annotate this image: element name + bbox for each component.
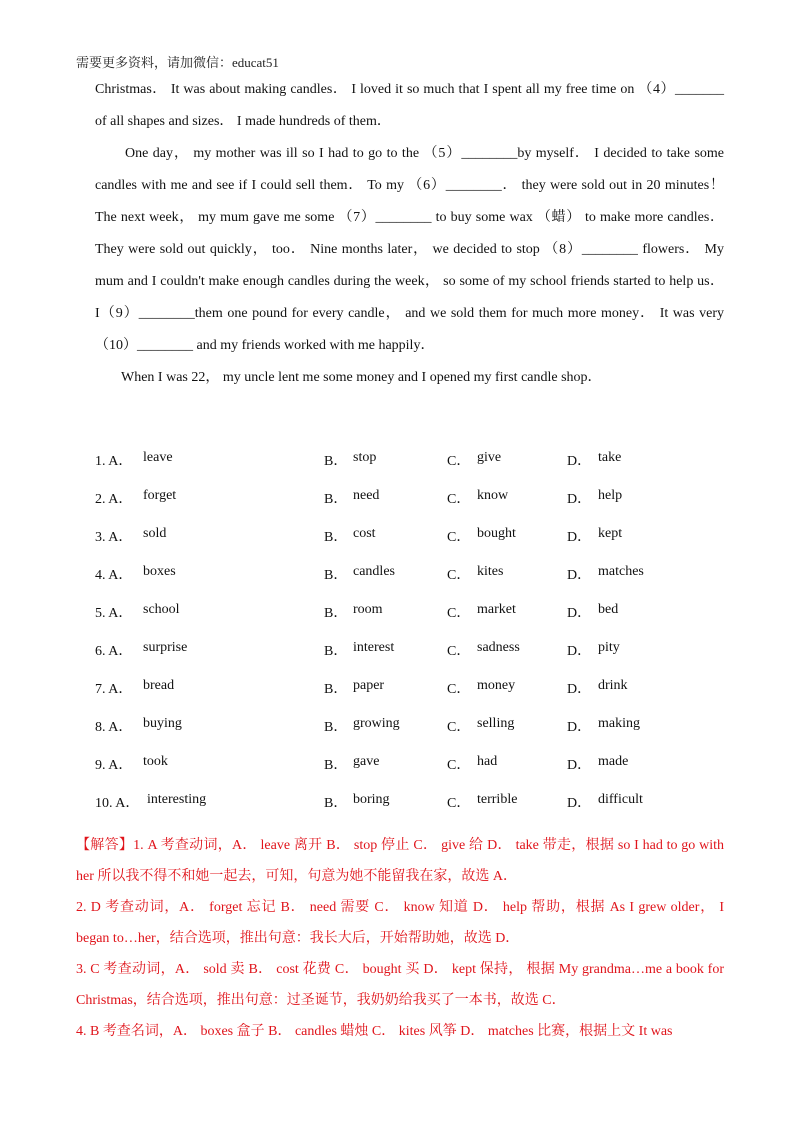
options-list bbox=[95, 450, 735, 830]
option-b-letter: B． bbox=[324, 720, 348, 735]
question-number: 4. A． bbox=[95, 568, 133, 583]
option-d-letter: D． bbox=[567, 568, 592, 583]
option-c: money bbox=[477, 678, 516, 693]
option-a: buying bbox=[143, 716, 182, 731]
option-a: took bbox=[143, 754, 168, 769]
option-b: stop bbox=[353, 450, 377, 465]
option-b: boring bbox=[353, 792, 390, 807]
option-b-letter: B． bbox=[324, 492, 348, 507]
question-options bbox=[95, 450, 735, 488]
question-number: 6. A． bbox=[95, 644, 133, 659]
question-number: 1. A． bbox=[95, 454, 133, 469]
option-d-letter: D． bbox=[567, 644, 592, 659]
question-options bbox=[95, 488, 735, 526]
option-a: boxes bbox=[143, 564, 176, 579]
question-options bbox=[95, 564, 735, 602]
question-number: 8. A． bbox=[95, 720, 133, 735]
question-options bbox=[95, 640, 735, 678]
page-header: 需要更多资料，请加微信：educat51 bbox=[76, 55, 279, 70]
question-options bbox=[95, 602, 735, 640]
reading-passage bbox=[95, 74, 724, 394]
option-c-letter: C． bbox=[447, 644, 471, 659]
option-c: had bbox=[477, 754, 498, 769]
passage-paragraph: Christmas． It was about making candles． I loved it so much that I spent all my free time on （4）_______ of all shapes and sizes． I made hundreds of them． bbox=[95, 82, 724, 129]
option-b-letter: B． bbox=[324, 568, 348, 583]
option-a: interesting bbox=[147, 792, 207, 807]
option-c-letter: C． bbox=[447, 796, 471, 811]
option-a: surprise bbox=[143, 640, 188, 655]
option-b: need bbox=[353, 488, 380, 503]
question-number: 9. A． bbox=[95, 758, 133, 773]
answer-item: 【解答】1. A 考查动词，A． leave 离开 B． stop 停止 C． give 给 D． take 带走，根据 so I had to go with her 所以我不得不和她一起去，可知，句意为她不能留我在家，故选 A． bbox=[76, 838, 724, 884]
option-b-letter: B． bbox=[324, 682, 348, 697]
option-a: bread bbox=[143, 678, 175, 693]
question-options bbox=[95, 678, 735, 716]
answer-item: 4. B 考查名词，A． boxes 盒子 B． candles 蜡烛 C． kites 风筝 D． matches 比赛，根据上文 It was bbox=[76, 1024, 673, 1039]
option-c: kites bbox=[477, 564, 504, 579]
option-d: take bbox=[598, 450, 622, 465]
passage-paragraph: One day， my mother was ill so I had to go to the （5）________by myself． I decided to take some candles with me and see if I could sell them． To my （6）________． they were sold out in 20 minutes！The next week， my mum gave me some （7）________ to buy some wax （蜡） to make more candles． They were sold out quickly， too． Nine months later， we decided to stop （8）________ flowers． My mum and I couldn't make enough candles during the week， so some of my school friends started to help us． I（9）________them one pound for every candle， and we sold them for much more money． It was very（10）________ and my friends worked with me happily． bbox=[95, 146, 724, 353]
option-a: forget bbox=[143, 488, 177, 503]
option-b: room bbox=[353, 602, 383, 617]
option-d-letter: D． bbox=[567, 682, 592, 697]
option-d: help bbox=[598, 488, 623, 503]
option-b: candles bbox=[353, 564, 395, 579]
answer-explanations bbox=[76, 830, 724, 1047]
question-options bbox=[95, 716, 735, 754]
option-b-letter: B． bbox=[324, 644, 348, 659]
option-d-letter: D． bbox=[567, 530, 592, 545]
option-c: market bbox=[477, 602, 516, 617]
option-b-letter: B． bbox=[324, 796, 348, 811]
option-c: give bbox=[477, 450, 502, 465]
option-b: interest bbox=[353, 640, 395, 655]
option-b: paper bbox=[353, 678, 385, 693]
option-d-letter: D． bbox=[567, 492, 592, 507]
option-c-letter: C． bbox=[447, 720, 471, 735]
option-d: making bbox=[598, 716, 640, 731]
option-d-letter: D． bbox=[567, 758, 592, 773]
option-d: difficult bbox=[598, 792, 643, 807]
option-b-letter: B． bbox=[324, 606, 348, 621]
option-b-letter: B． bbox=[324, 758, 348, 773]
question-options bbox=[95, 792, 735, 830]
question-number: 10. A． bbox=[95, 796, 140, 811]
option-b-letter: B． bbox=[324, 530, 348, 545]
question-number: 3. A． bbox=[95, 530, 133, 545]
question-options bbox=[95, 754, 735, 792]
option-c: sadness bbox=[477, 640, 520, 655]
option-a: leave bbox=[143, 450, 173, 465]
option-b: cost bbox=[353, 526, 376, 541]
option-a: school bbox=[143, 602, 180, 617]
answer-item: 3. C 考查动词，A． sold 卖 B． cost 花费 C． bought 买 D． kept 保持， 根据 My grandma…me a book for Christmas，结合选项，推出句意：过圣诞节，我奶奶给我买了一本书，故选 C． bbox=[76, 962, 724, 1008]
option-d: made bbox=[598, 754, 629, 769]
option-d: drink bbox=[598, 678, 628, 693]
option-d-letter: D． bbox=[567, 720, 592, 735]
option-d: pity bbox=[598, 640, 620, 655]
option-d-letter: D． bbox=[567, 796, 592, 811]
option-a: sold bbox=[143, 526, 167, 541]
option-d-letter: D． bbox=[567, 454, 592, 469]
option-c-letter: C． bbox=[447, 606, 471, 621]
option-b: gave bbox=[353, 754, 380, 769]
option-b-letter: B． bbox=[324, 454, 348, 469]
option-d-letter: D． bbox=[567, 606, 592, 621]
question-options bbox=[95, 526, 735, 564]
answer-item: 2. D 考查动词，A． forget 忘记 B． need 需要 C． know 知道 D． help 帮助，根据 As I grew older， I began to…her，结合选项，推出句意：我长大后，开始帮助她，故选 D． bbox=[76, 900, 724, 946]
option-c: terrible bbox=[477, 792, 518, 807]
option-d: kept bbox=[598, 526, 623, 541]
option-d: bed bbox=[598, 602, 619, 617]
option-c-letter: C． bbox=[447, 492, 471, 507]
question-number: 7. A． bbox=[95, 682, 133, 697]
option-c: know bbox=[477, 488, 509, 503]
question-number: 2. A． bbox=[95, 492, 133, 507]
option-c: bought bbox=[477, 526, 516, 541]
question-number: 5. A． bbox=[95, 606, 133, 621]
option-c-letter: C． bbox=[447, 530, 471, 545]
option-c: selling bbox=[477, 716, 515, 731]
option-c-letter: C． bbox=[447, 682, 471, 697]
passage-paragraph: When I was 22， my uncle lent me some money and I opened my first candle shop． bbox=[121, 370, 602, 385]
option-c-letter: C． bbox=[447, 454, 471, 469]
option-c-letter: C． bbox=[447, 758, 471, 773]
option-d: matches bbox=[598, 564, 644, 579]
option-b: growing bbox=[353, 716, 400, 731]
option-c-letter: C． bbox=[447, 568, 471, 583]
